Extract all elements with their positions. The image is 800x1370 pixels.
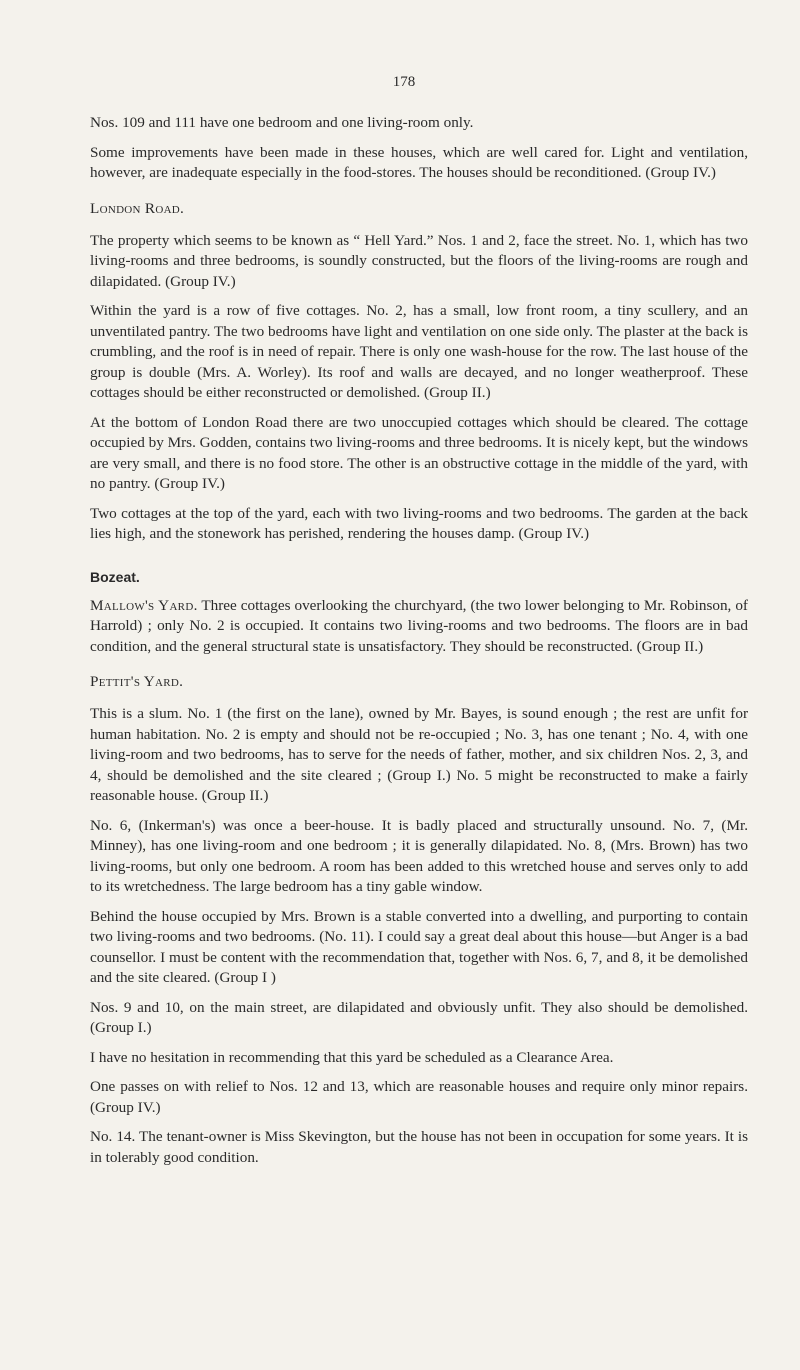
section-heading-pettits-yard: Pettit's Yard.: [90, 673, 184, 690]
paragraph: Nos. 9 and 10, on the main street, are dilapidated and obviously unfit. They also should be demolished. (Group I.): [90, 998, 748, 1036]
paragraph: No. 6, (Inkerman's) was once a beer-house. It is badly placed and structurally unsound. No. 7, (Mr. Minney), has one living-room and one bedroom ; it is generally dilapidated. No. 8, (Mrs. Brown) has two living-rooms, but only one bedroom. A room has been added to this wretched house and serves only to add to its wretchedness. The large bedroom has a tiny gable window.: [90, 816, 748, 895]
paragraph: Within the yard is a row of five cottages. No. 2, has a small, low front room, a tiny scullery, and an unventilated pantry. The two bedrooms have light and ventilation on one side only. The plaster at the back is crumbling, and the roof is in need of repair. There is only one wash-house for the row. The last house of the group is double (Mrs. A. Worley). Its roof and walls are decayed, and no longer weatherproof. These cottages should be either reconstructed or demolished. (Group II.): [90, 302, 748, 401]
paragraph: This is a slum. No. 1 (the first on the lane), owned by Mr. Bayes, is sound enough ; the rest are unfit for human habitation. No. 2 is empty and should not be re-occupied ; No. 3, has one tenant ; No. 4, with one living-room and two bedrooms, has to serve for the needs of father, mother, and six children Nos. 2, 3, and 4, should be demolished and the site cleared ; (Group I.) No. 5 might be reconstructed to make a fairly reasonable house. (Group II.): [90, 705, 748, 804]
paragraph: Two cottages at the top of the yard, each with two living-rooms and two bedrooms. The garden at the back lies high, and the stonework has perished, rendering the houses damp. (Group IV.): [90, 504, 748, 542]
paragraph: At the bottom of London Road there are two unoccupied cottages which should be cleared. The cottage occupied by Mrs. Godden, contains two living-rooms and three bedrooms. It is nicely kept, but the windows are very small, and there is no food store. The other is an obstructive cottage in the middle of the yard, with no pantry. (Group IV.): [90, 413, 749, 492]
paragraph-mallows-yard: [90, 596, 748, 658]
paragraph: Nos. 109 and 111 have one bedroom and one living-room only.: [90, 114, 474, 131]
paragraph: The property which seems to be known as “ Hell Yard.” Nos. 1 and 2, face the street. No. 1, which has two living-rooms and three bedrooms, is soundly constructed, but the floors of the living-rooms are rough and dilapidated. (Group IV.): [90, 231, 748, 290]
page-number: 178: [392, 74, 416, 90]
paragraph: Behind the house occupied by Mrs. Brown is a stable converted into a dwelling, and purporting to contain two living-rooms and two bedrooms. (No. 11). I could say a great deal about this house—but Anger is a bad counsellor. I must be content with the recommendation that, together with Nos. 6, 7, and 8, it be demolished and the site cleared. (Group I ): [90, 907, 748, 986]
section-heading-bozeat: Bozeat.: [90, 568, 140, 585]
inline-heading-mallows-yard: Mallow's Yard.: [90, 596, 198, 614]
paragraph: One passes on with relief to Nos. 12 and 13, which are reasonable houses and require only minor repairs. (Group IV.): [90, 1078, 748, 1116]
paragraph: I have no hesitation in recommending that this yard be scheduled as a Clearance Area.: [90, 1048, 614, 1066]
paragraph: No. 14. The tenant-owner is Miss Skevington, but the house has not been in occupation for some years. It is in tolerably good condition.: [90, 1128, 748, 1166]
paragraph: Some improvements have been made in these houses, which are well cared for. Light and ventilation, however, are inadequate especially in the food-stores. The houses should be reconditioned. (Group IV.): [90, 143, 748, 181]
paragraph-text: Three cottages overlooking the churchyard, (the two lower belonging to Mr. Robinson, of Harrold) ; only No. 2 is occupied. It contains two living-rooms and two bedrooms. The floors are in bad condition, and the general structural state is unsatisfactory. They should be reconstructed. (Group II.): [90, 596, 748, 655]
section-heading-london-road: London Road.: [90, 199, 185, 217]
